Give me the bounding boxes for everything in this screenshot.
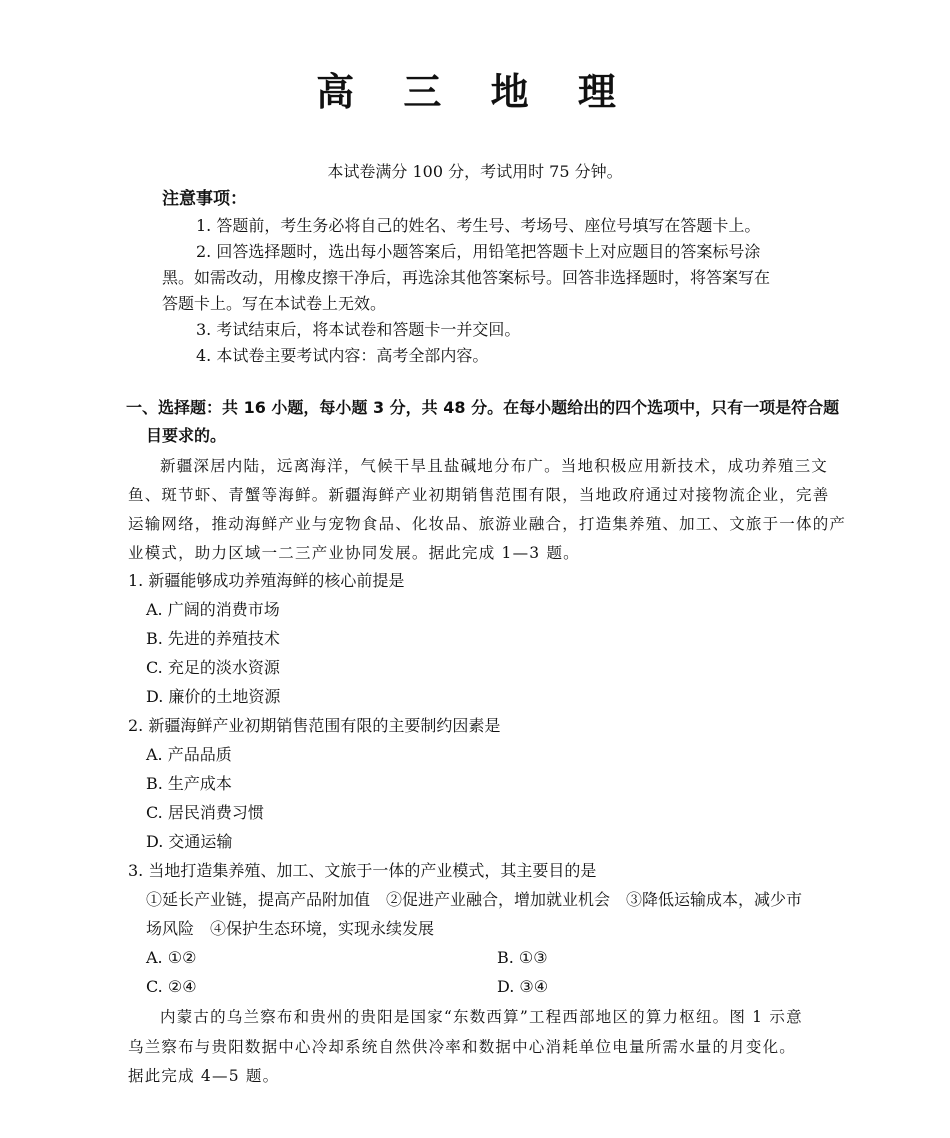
- question-3-option-b: B. ①③: [497, 948, 548, 967]
- notice-item-4: 4. 本试卷主要考试内容：高考全部内容。: [196, 346, 489, 365]
- passage-2-line-2: 乌兰察布与贵阳数据中心冷却系统自然供冷率和数据中心消耗单位电量所需水量的月变化。: [128, 1038, 797, 1056]
- question-2-option-a: A. 产品品质: [146, 745, 232, 764]
- notice-item-3: 3. 考试结束后，将本试卷和答题卡一并交回。: [196, 320, 521, 339]
- notice-item-2: 2. 回答选择题时，选出每小题答案后，用铅笔把答题卡上对应题目的答案标号涂: [196, 242, 761, 261]
- section-heading-cont: 目要求的。: [146, 426, 227, 445]
- question-3-statements-2: 场风险 ④保护生态环境，实现永续发展: [146, 919, 435, 938]
- question-1-option-b: B. 先进的养殖技术: [146, 629, 280, 648]
- question-1-option-a: A. 广阔的消费市场: [146, 600, 280, 619]
- notice-item-2-cont: 黑。如需改动，用橡皮擦干净后，再选涂其他答案标号。回答非选择题时，将答案写在: [162, 268, 771, 287]
- question-1-option-d: D. 廉价的土地资源: [146, 687, 281, 706]
- question-3-option-d: D. ③④: [497, 977, 549, 996]
- passage-1-line-2: 鱼、斑节虾、青蟹等海鲜。新疆海鲜产业初期销售范围有限，当地政府通过对接物流企业，完善: [128, 486, 830, 504]
- question-2-stem: 2. 新疆海鲜产业初期销售范围有限的主要制约因素是: [128, 716, 501, 735]
- question-3-option-c: C. ②④: [146, 977, 197, 996]
- passage-2-line-3: 据此完成 4—5 题。: [128, 1067, 280, 1085]
- question-3-stem: 3. 当地打造集养殖、加工、文旅于一体的产业模式，其主要目的是: [128, 861, 597, 880]
- question-2-option-c: C. 居民消费习惯: [146, 803, 264, 822]
- question-2-option-d: D. 交通运输: [146, 832, 233, 851]
- passage-1-line-4: 业模式，助力区域一二三产业协同发展。据此完成 1—3 题。: [128, 544, 580, 562]
- notice-item-1: 1. 答题前，考生务必将自己的姓名、考生号、考场号、座位号填写在答题卡上。: [196, 216, 761, 235]
- passage-1-line-3: 运输网络，推动海鲜产业与宠物食品、化妆品、旅游业融合，打造集养殖、加工、文旅于一体的产: [128, 515, 847, 533]
- exam-intro: 本试卷满分 100 分，考试用时 75 分钟。: [327, 162, 623, 181]
- question-2-option-b: B. 生产成本: [146, 774, 232, 793]
- question-1-option-c: C. 充足的淡水资源: [146, 658, 280, 677]
- passage-1-line-1: 新疆深居内陆，远离海洋，气候干旱且盐碱地分布广。当地积极应用新技术，成功养殖三文: [160, 457, 829, 475]
- passage-2-line-1: 内蒙古的乌兰察布和贵州的贵阳是国家“东数西算”工程西部地区的算力枢纽。图 1 示意: [160, 1008, 803, 1026]
- page-title: 高 三 地 理: [316, 70, 634, 114]
- section-heading: 一、选择题：共 16 小题，每小题 3 分，共 48 分。在每小题给出的四个选项中，只有一项是符合题: [126, 398, 840, 417]
- question-3-option-a: A. ①②: [146, 948, 197, 967]
- notice-heading: 注意事项：: [162, 189, 247, 209]
- question-3-statements-1: ①延长产业链，提高产品附加值 ②促进产业融合，增加就业机会 ③降低运输成本，减少市: [146, 890, 803, 909]
- notice-item-2-cont2: 答题卡上。写在本试卷上无效。: [162, 294, 387, 313]
- question-1-stem: 1. 新疆能够成功养殖海鲜的核心前提是: [128, 571, 405, 590]
